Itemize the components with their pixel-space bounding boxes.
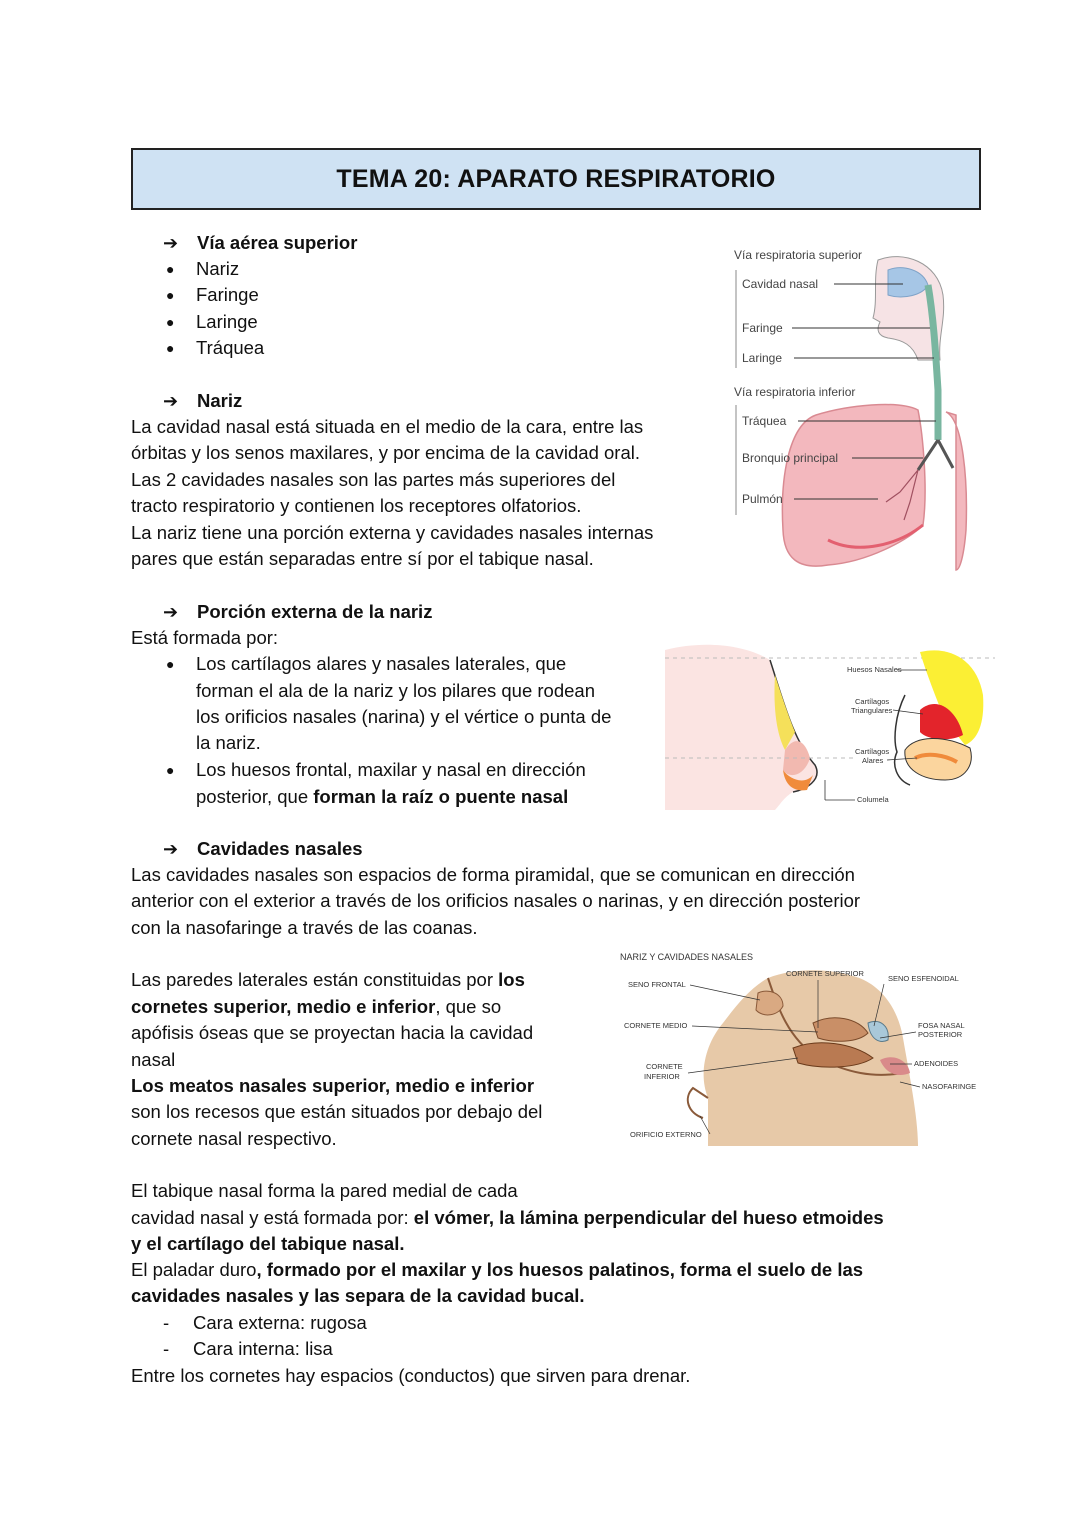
- external-nose-figure: [665, 640, 995, 810]
- bullet-icon: ●: [166, 762, 175, 778]
- arrow-icon: ➔: [163, 233, 179, 253]
- paragraph-line: El paladar duro, formado por el maxilar y los huesos palatinos, forma el suelo de las: [131, 1259, 864, 1280]
- paragraph-line: Las 2 cavidades nasales son las partes más superiores del: [131, 469, 616, 490]
- paragraph-line: La cavidad nasal está situada en el medio de la cara, entre las: [131, 416, 644, 437]
- figure-label: Pulmón: [742, 492, 783, 506]
- bullet-icon: ●: [166, 287, 175, 303]
- paragraph-line: tracto respiratorio y contienen los receptores olfatorios.: [131, 495, 582, 516]
- figure-label: CORNETE: [646, 1062, 683, 1071]
- figure-label: INFERIOR: [644, 1072, 680, 1081]
- figure-label: CORNETE SUPERIOR: [786, 969, 864, 978]
- figure-label: Cartílagos: [855, 747, 890, 756]
- figure-label: ORIFICIO EXTERNO: [630, 1130, 702, 1139]
- paragraph-line: cavidades nasales y las separa de la cavidad bucal.: [131, 1285, 585, 1306]
- section-heading-porcion-externa: ➔ Porción externa de la nariz: [163, 599, 432, 625]
- section-heading-via-aerea: ➔ Vía aérea superior: [163, 230, 357, 256]
- list-item-continuation: los orificios nasales (narina) y el vértice o punta de: [196, 706, 612, 727]
- paragraph-line: Las cavidades nasales son espacios de forma piramidal, que se comunican en dirección: [131, 864, 855, 885]
- paragraph-line: Las paredes laterales están constituidas por los: [131, 969, 525, 990]
- page-title: TEMA 20: APARATO RESPIRATORIO: [336, 164, 776, 193]
- figure-label: NASOFARINGE: [922, 1082, 977, 1091]
- bullet-icon: ●: [166, 340, 175, 356]
- figure-label: Tráquea: [742, 414, 787, 428]
- section-heading-cavidades: ➔ Cavidades nasales: [163, 836, 363, 862]
- figure-label: Cavidad nasal: [742, 277, 819, 291]
- arrow-icon: ➔: [163, 602, 179, 622]
- paragraph-line: El tabique nasal forma la pared medial de cada: [131, 1180, 518, 1201]
- list-item-continuation: posterior, que forman la raíz o puente nasal: [196, 786, 569, 807]
- list-item: ● Nariz: [166, 256, 239, 282]
- figure-label: ADENOIDES: [914, 1059, 959, 1068]
- list-item: ● Los cartílagos alares y nasales laterales, que: [166, 651, 566, 677]
- paragraph-line: anterior con el exterior a través de los orificios nasales o narinas, y en dirección posterior: [131, 890, 861, 911]
- figure-label: Triangulares: [851, 706, 893, 715]
- figure-label: Bronquio principal: [742, 451, 839, 465]
- paragraph-line: y el cartílago del tabique nasal.: [131, 1233, 405, 1254]
- list-item: ● Los huesos frontal, maxilar y nasal en dirección: [166, 757, 586, 783]
- figure-label: Laringe: [742, 351, 783, 365]
- figure-label: Vía respiratoria superior: [734, 248, 863, 262]
- dash-item: - Cara externa: rugosa: [163, 1312, 367, 1333]
- nasal-cavities-figure: [618, 948, 988, 1146]
- list-item-continuation: forman el ala de la nariz y los pilares que rodean: [196, 680, 596, 701]
- bullet-icon: ●: [166, 261, 175, 277]
- title-box: [131, 148, 981, 210]
- figure-label: FOSA NASAL: [918, 1021, 965, 1030]
- bullet-icon: ●: [166, 656, 175, 672]
- figure-label: POSTERIOR: [918, 1030, 963, 1039]
- figure-label: SENO ESFENOIDAL: [888, 974, 959, 983]
- figure-label: Cartílagos: [855, 697, 890, 706]
- figure-label: Faringe: [742, 321, 783, 335]
- figure-label: Columela: [857, 795, 889, 804]
- paragraph-line: con la nasofaringe a través de las coanas.: [131, 917, 478, 938]
- dash-item: - Cara interna: lisa: [163, 1338, 333, 1359]
- respiratory-tract-figure: [728, 240, 968, 580]
- paragraph-line: apófisis óseas que se proyectan hacia la cavidad: [131, 1022, 534, 1043]
- paragraph-line: Está formada por:: [131, 627, 279, 648]
- arrow-icon: ➔: [163, 391, 179, 411]
- paragraph-line: pares que están separadas entre sí por el tabique nasal.: [131, 548, 594, 569]
- paragraph-line: Entre los cornetes hay espacios (conductos) que sirven para drenar.: [131, 1365, 691, 1386]
- paragraph-line: órbitas y los senos maxilares, y por encima de la cavidad oral.: [131, 442, 640, 463]
- figure-label: CORNETE MEDIO: [624, 1021, 688, 1030]
- bullet-icon: ●: [166, 314, 175, 330]
- paragraph-line: cornete nasal respectivo.: [131, 1128, 337, 1149]
- figure-label: Huesos Nasales: [847, 665, 902, 674]
- list-item-continuation: la nariz.: [196, 732, 261, 753]
- list-item: ● Laringe: [166, 309, 258, 335]
- paragraph-line: La nariz tiene una porción externa y cavidades nasales internas: [131, 522, 654, 543]
- section-heading-nariz: ➔ Nariz: [163, 388, 242, 414]
- figure-label: Alares: [862, 756, 884, 765]
- paragraph-line: nasal: [131, 1049, 176, 1070]
- paragraph-line: cavidad nasal y está formada por: el vómer, la lámina perpendicular del hueso etmoides: [131, 1207, 884, 1228]
- paragraph-line: son los recesos que están situados por debajo del: [131, 1101, 543, 1122]
- figure-title: NARIZ Y CAVIDADES NASALES: [620, 952, 754, 962]
- paragraph-line: Los meatos nasales superior, medio e inferior: [131, 1075, 535, 1096]
- list-item: ● Tráquea: [166, 335, 264, 361]
- arrow-icon: ➔: [163, 839, 179, 859]
- figure-label: Vía respiratoria inferior: [734, 385, 856, 399]
- paragraph-line: cornetes superior, medio e inferior, que so: [131, 996, 502, 1017]
- figure-label: SENO FRONTAL: [628, 980, 686, 989]
- list-item: ● Faringe: [166, 282, 259, 308]
